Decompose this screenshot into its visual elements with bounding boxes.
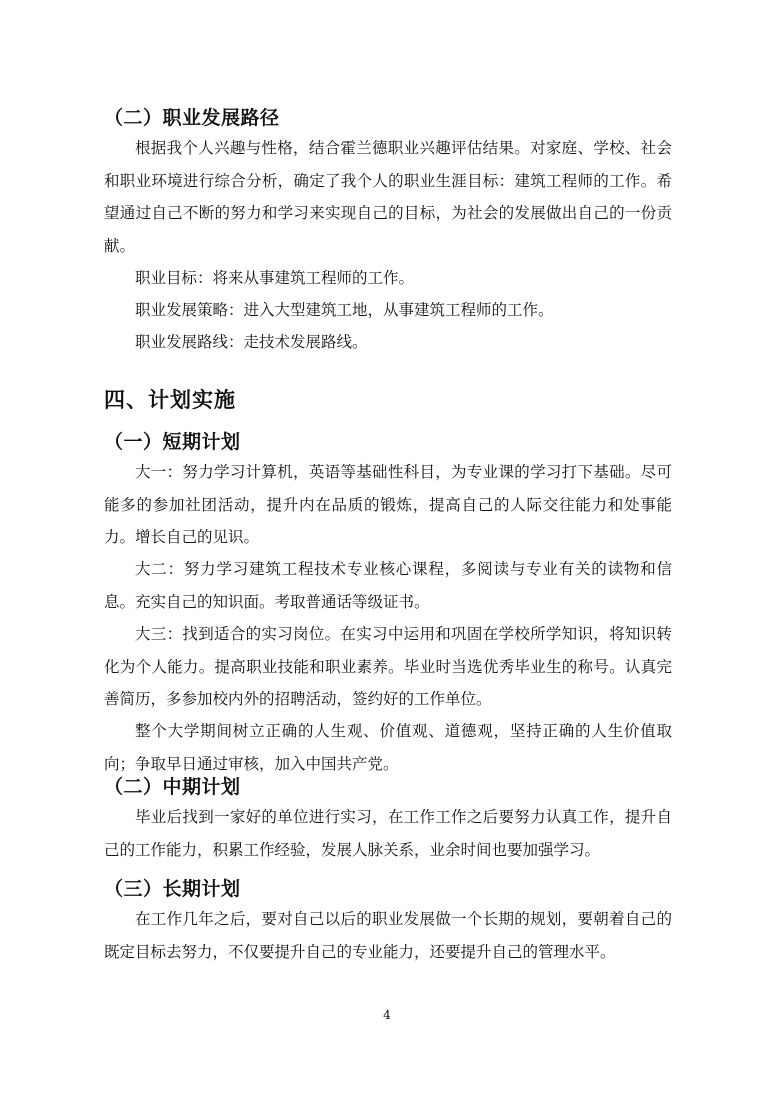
paragraph-year-three: 大三：找到适合的实习岗位。在实习中运用和巩固在学校所学知识，将知识转化为个人能力。提高职业技能和职业素养。毕业时当选优秀毕业生的称号。认真完善简历，多参加校内外的招聘活动，签约好的工作单位。 (104, 625, 672, 708)
paragraph-year-one: 大一：努力学习计算机，英语等基础性科目，为专业课的学习打下基础。尽可能多的参加社团活动，提升内在品质的锻炼，提高自己的人际交往能力和处事能力。增长自己的见识。 (104, 463, 672, 546)
paragraph-year-two: 大二：努力学习建筑工程技术专业核心课程，多阅读与专业有关的读物和信息。充实自己的知识面。考取普通话等级证书。 (104, 560, 672, 611)
heading-mid-term-plan: （二）中期计划 (104, 776, 241, 798)
heading-short-term-plan: （一）短期计划 (104, 431, 241, 453)
heading-plan-implementation: 四、计划实施 (104, 388, 236, 412)
paragraph-long-term: 在工作几年之后，要对自己以后的职业发展做一个长期的规划，要朝着自己的既定目标去努力，不仅要提升自己的专业能力，还要提升自己的管理水平。 (104, 910, 672, 961)
heading-long-term-plan: （三）长期计划 (104, 878, 241, 900)
paragraph-mid-term: 毕业后找到一家好的单位进行实习，在工作工作之后要努力认真工作，提升自己的工作能力，积累工作经验，发展人脉关系，业余时间也要加强学习。 (104, 808, 672, 859)
paragraph-career-target: 职业目标：将来从事建筑工程师的工作。 (135, 269, 415, 287)
heading-career-path: （二）职业发展路径 (104, 107, 280, 129)
page-number: 4 (383, 1008, 391, 1022)
paragraph-whole-college: 整个大学期间树立正确的人生观、价值观、道德观，坚持正确的人生价值取向；争取早日通过审核，加入中国共产党。 (104, 722, 672, 773)
paragraph-career-strategy: 职业发展策略：进入大型建筑工地，从事建筑工程师的工作。 (135, 301, 554, 319)
paragraph-career-route: 职业发展路线：走技术发展路线。 (135, 333, 368, 351)
paragraph-career-goal-intro: 根据我个人兴趣与性格，结合霍兰德职业兴趣评估结果。对家庭、学校、社会和职业环境进行综合分析，确定了我个人的职业生涯目标：建筑工程师的工作。希望通过自己不断的努力和学习来实现自己的目标，为社会的发展做出自己的一份贡献。 (104, 139, 672, 255)
